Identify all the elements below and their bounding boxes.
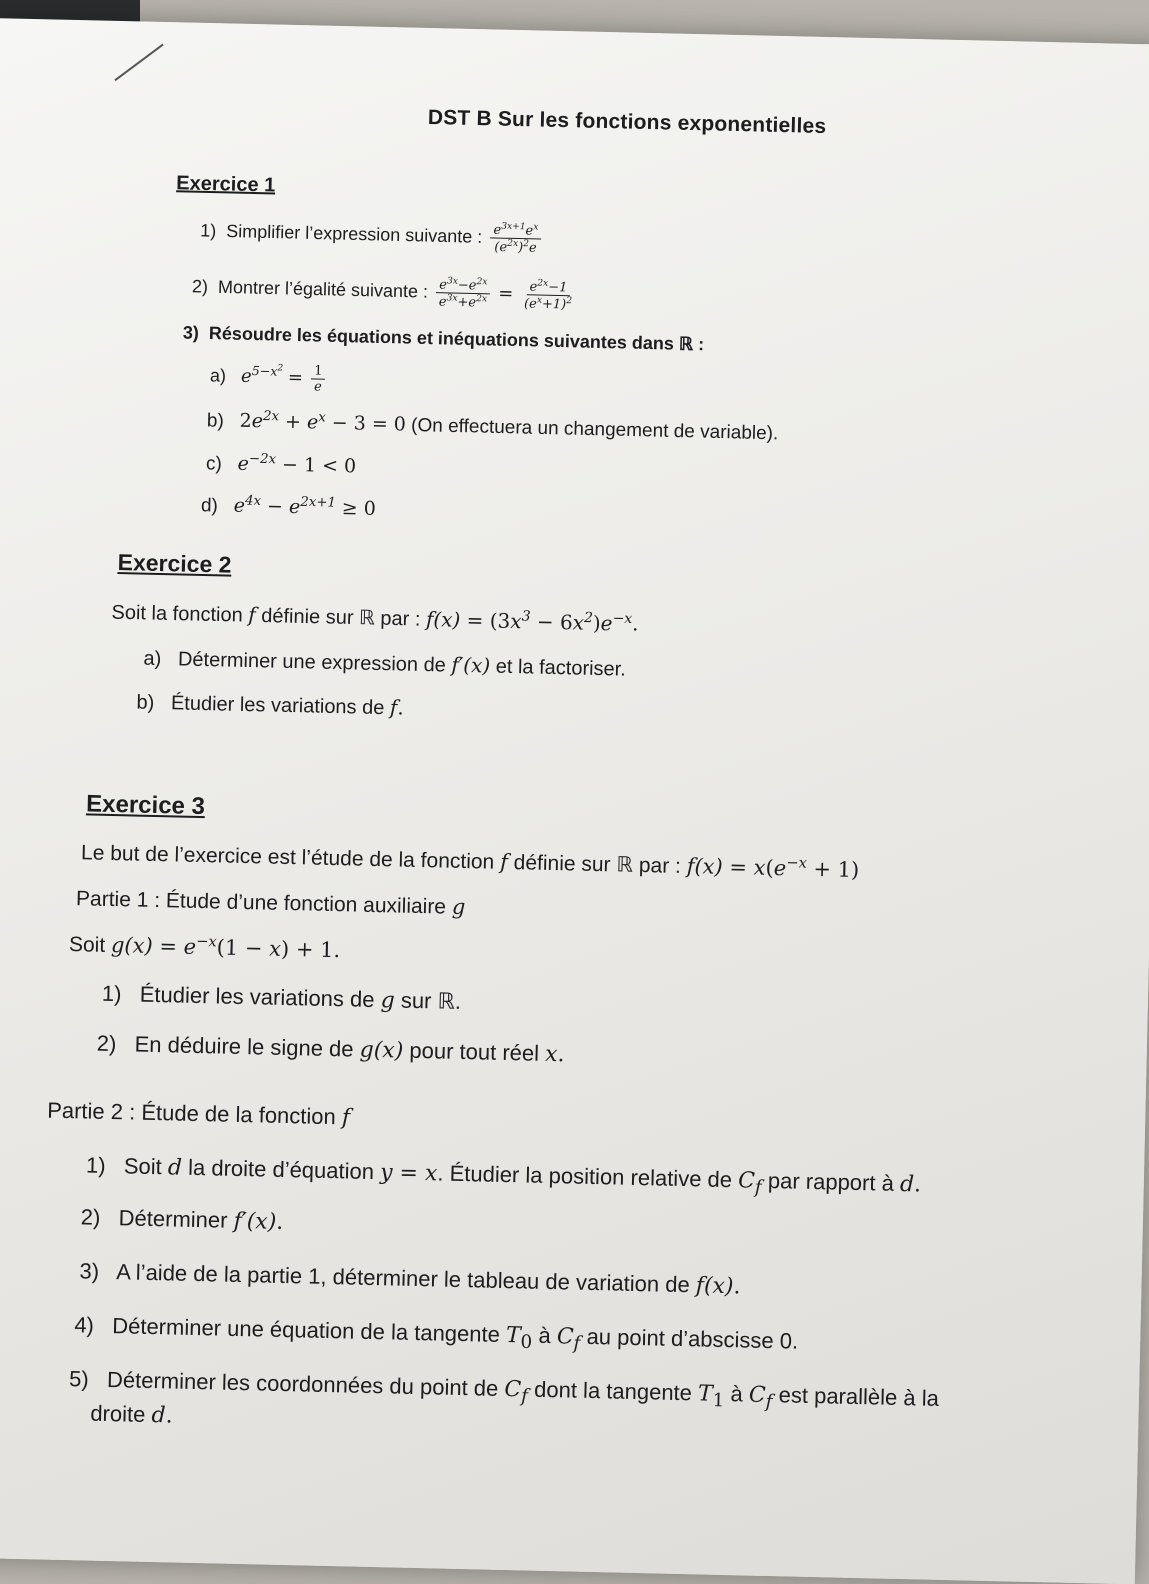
item-letter: b) xyxy=(136,691,155,714)
item-letter: a) xyxy=(209,365,227,386)
ex1-item-d: d) $e^{4x} - e^{2x+1} \ge 0$ xyxy=(200,493,377,521)
fraction-left: $\frac{e^{3x}-e^{2x}}{e^{3x}+e^{2x}}$ xyxy=(436,276,491,311)
text: et la factoriser. xyxy=(495,655,627,681)
text: est parallèle à la xyxy=(778,1382,940,1411)
text: Partie 1 : Étude d’une fonction auxiliaire xyxy=(75,887,447,919)
question-number: 2) xyxy=(80,1204,101,1230)
question-number: 5) xyxy=(68,1366,89,1392)
text: dont la tangente xyxy=(533,1376,693,1406)
ex3-part-2-heading: Partie 2 : Étude de la fonction f xyxy=(46,1097,351,1131)
question-number: 2) xyxy=(96,1030,117,1057)
text: Soit xyxy=(123,1153,163,1180)
ex3-part1-question-2: 2) En déduire le signe de g(x) pour tout réel x. xyxy=(96,1030,565,1068)
ex2-item-b: b) Étudier les variations de f. xyxy=(136,691,404,720)
text: Déterminer une expression de xyxy=(177,648,447,677)
text: par rapport à xyxy=(767,1167,895,1196)
ex3-definition-g: Soit $g(x) = e^{-x}(1 - x) + 1$. xyxy=(68,932,341,963)
fraction-right: $\frac{e^{2x}-1}{(e^x+1)^2}$ xyxy=(523,278,573,313)
question-number: 1) xyxy=(200,220,217,241)
ex1-item-c: c) $e^{-2x} - 1 < 0$ xyxy=(205,451,357,478)
fraction: $\frac{e^{3x+1}e^x}{(e^{2x})^2e}$ xyxy=(490,221,542,256)
ex1-item-b: b) $2e^{2x} + e^x - 3 = 0$ (On effectuera un changement de variable). xyxy=(206,409,779,445)
text: . Étudier la position relative de xyxy=(437,1160,733,1193)
text: la droite d’équation xyxy=(187,1154,375,1185)
exam-sheet xyxy=(0,18,1149,1584)
exercise-1-heading: Exercice 1 xyxy=(176,172,276,197)
pen-mark xyxy=(114,44,163,81)
text: pour tout réel xyxy=(409,1037,540,1066)
item-note: (On effectuera un changement de variable). xyxy=(410,414,779,445)
question-text: Résoudre les équations et inéquations suivantes dans ℝ : xyxy=(208,323,705,355)
ex3-part-1-heading: Partie 1 : Étude d’une fonction auxiliaire g xyxy=(75,887,466,920)
ex3-part2-question-4: 4) Déterminer une équation de la tangente $T_0$ à $C_f$ au point d’abscisse 0. xyxy=(74,1312,799,1355)
ex3-part2-question-5-cont: droite d. xyxy=(90,1400,173,1429)
fraction: $\frac{1}{e}$ xyxy=(311,363,326,394)
question-number: 1) xyxy=(101,980,122,1007)
ex1-question-1 xyxy=(200,215,545,256)
ex1-question-3 xyxy=(183,322,705,355)
ex2-item-a: a) Déterminer une expression de f′(x) et la factoriser. xyxy=(143,647,627,681)
item-letter: d) xyxy=(200,495,219,517)
text: définie sur ℝ par : xyxy=(513,851,682,878)
text: A l’aide de la partie 1, déterminer le tableau de variation de xyxy=(115,1259,691,1298)
text: au point d’abscisse 0. xyxy=(586,1323,799,1354)
exercise-2-heading: Exercice 2 xyxy=(117,549,232,578)
text: sur ℝ. xyxy=(400,987,462,1014)
text: droite xyxy=(90,1400,146,1427)
text: à xyxy=(538,1322,552,1349)
question-number: 3) xyxy=(182,322,200,343)
page-title: DST B Sur les fonctions exponentielles xyxy=(427,105,827,138)
text: En déduire le signe de xyxy=(134,1031,354,1062)
item-letter: c) xyxy=(205,453,223,475)
text: Déterminer une équation de la tangente xyxy=(111,1313,501,1347)
ex2-intro: Soit la fonction f définie sur ℝ par : $f(x) = (3x^3 - 6x^2)e^{-x}$. xyxy=(111,601,639,636)
question-text: Montrer l’égalité suivante : xyxy=(217,276,429,302)
text: Étudier les variations de xyxy=(170,692,385,720)
ex3-intro: Le but de l’exercice est l’étude de la fonction f définie sur ℝ par : $f(x) = x(e^{-x} + 1)$ xyxy=(80,841,860,882)
text: Le but de l’exercice est l’étude de la fonction xyxy=(80,841,495,874)
ex3-part1-question-1: 1) Étudier les variations de g sur ℝ. xyxy=(101,980,462,1014)
ex1-item-a: a) $e^{5-x^2}$ = $\frac{1}{e}$ xyxy=(210,361,329,395)
ex3-part2-question-3: 3) A l’aide de la partie 1, déterminer le tableau de variation de f(x). xyxy=(79,1258,741,1300)
question-text: Simplifier l’expression suivante : xyxy=(226,220,483,247)
text: définie sur ℝ par : xyxy=(260,604,421,631)
text: à xyxy=(730,1381,744,1407)
question-number: 3) xyxy=(79,1258,100,1284)
item-letter: b) xyxy=(206,410,225,432)
text: Soit xyxy=(68,933,106,957)
ex3-part2-question-1: 1) Soit d la droite d’équation y = x. Étudier la position relative de $C_f$ par rapport à d. xyxy=(85,1152,922,1199)
text: Déterminer les coordonnées du point de xyxy=(106,1367,499,1401)
ex3-part2-question-5: 5) Déterminer les coordonnées du point de $C_f$ dont la tangente $T_1$ à $C_f$ est parallèle à la xyxy=(68,1366,940,1413)
item-letter: a) xyxy=(143,647,162,671)
question-number: 2) xyxy=(191,276,209,297)
text: Étudier les variations de xyxy=(139,981,375,1012)
ex1-question-2: 2) Montrer l’égalité suivante : $\frac{e^{3x}-e^{2x}}{e^{3x}+e^{2x}}$ = $\frac{e^{2x}-1}{(e^x+1)^2}$ xyxy=(192,271,579,313)
question-number: 4) xyxy=(74,1312,95,1338)
exercise-3-heading: Exercice 3 xyxy=(85,790,206,821)
ex3-part2-question-2: 2) Déterminer f′(x). xyxy=(80,1204,284,1235)
question-number: 1) xyxy=(85,1152,106,1178)
text: Soit la fonction xyxy=(111,601,243,627)
text: Déterminer xyxy=(118,1205,228,1233)
text: Partie 2 : Étude de la fonction xyxy=(46,1097,337,1130)
